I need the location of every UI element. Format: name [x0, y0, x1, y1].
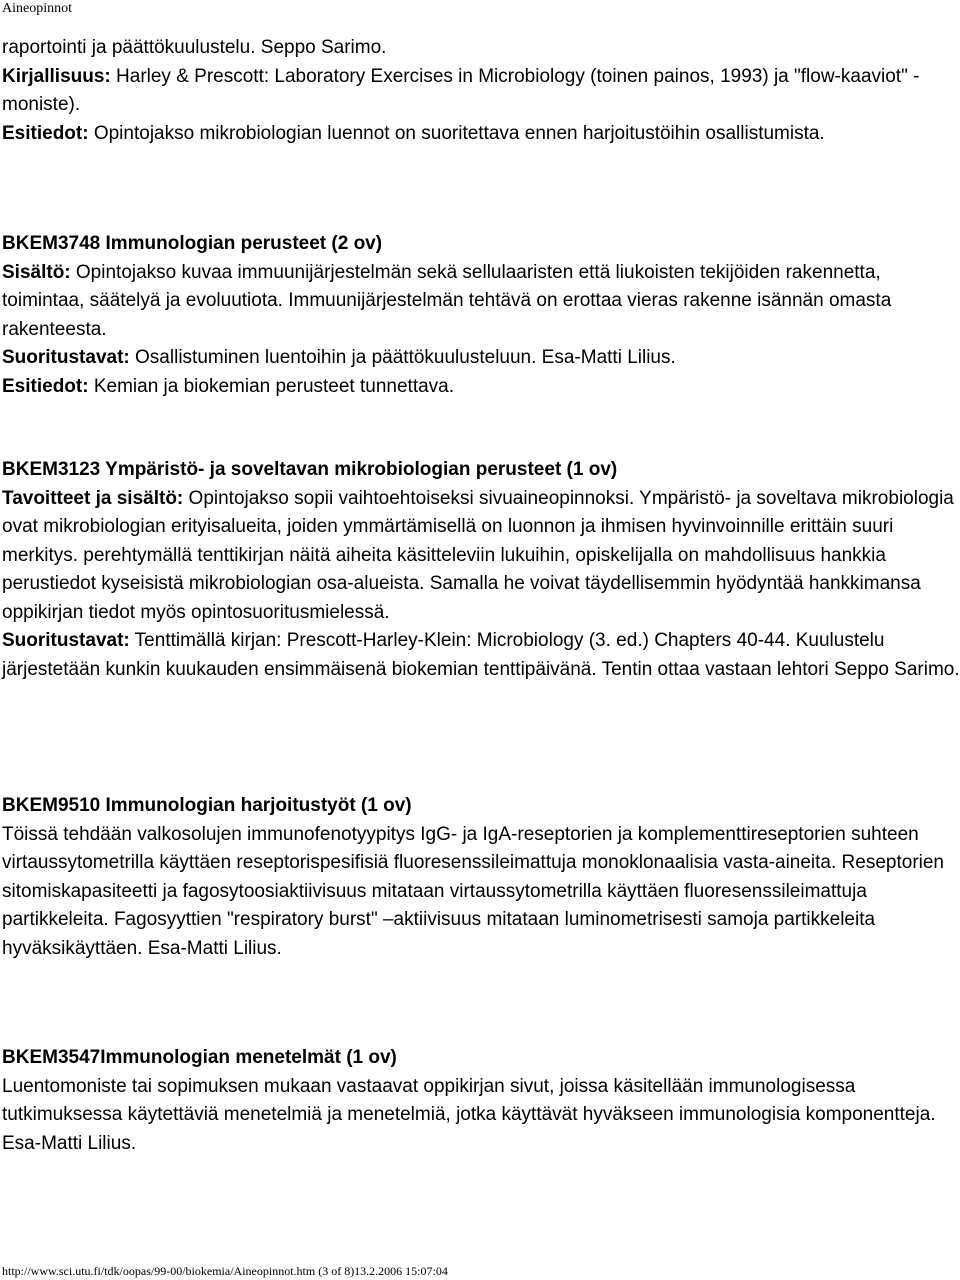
prerequisites-paragraph — [2, 120, 960, 149]
top-section — [2, 34, 960, 148]
prerequisites-text: Kemian ja biokemian perusteet tunnettava. — [88, 375, 455, 397]
course-title: BKEM9510 Immunologian harjoitustyöt (1 ov) — [2, 795, 412, 816]
course-description: Töissä tehdään valkosolujen immunofenotyypitys IgG- ja IgA-reseptorien ja komplementtireseptorien suhteen virtaussytometrilla käyttäen reseptorispesifisiä fluoresenssileimattuja monoklonaalisia vasta-aineita. Reseptorien sitomiskapasiteetti ja fagosytoosiaktiivisuus mitataan virtaussytometrilla käyttäen fluoresenssileimattuja partikkeleita. Fagosyyttien "respiratory burst" –aktiivisuus mitataan luminometrisesti samoja partikkeleita hyväksikäyttäen. Esa-Matti Lilius. — [2, 823, 945, 959]
prerequisites-label: Esitiedot: — [2, 375, 89, 397]
course-title: BKEM3123 Ympäristö- ja soveltavan mikrobiologian perusteet (1 ov) — [2, 459, 618, 480]
course-description: Luentomoniste tai sopimuksen mukaan vastaavat oppikirjan sivut, joissa käsitellään immunologisessa tutkimuksessa käytettäviä menetelmiä ja menetelmiä, jotka käyttävät hyväkseen immunologisia komponentteja. Esa-Matti Lilius. — [2, 1075, 936, 1154]
goals-text: Opintojakso sopii vaihtoehtoiseksi sivuaineopinnoksi. Ympäristö- ja soveltava mikrobiologia ovat mikrobiologian erityisalueita, joiden ymmärtämisellä on luonnon ja ihmisen hyvinvoinnille erittäin suuri merkitys. perehtymällä tenttikirjan näitä aiheita käsitteleviin lukuihin, opiskelijalla on mahdollisuus hankkia perustiedot kyseisistä mikrobiologian osa-alueista. Samalla he voivat täydellisemmin hyödyntää hankkimansa oppikirjan tiedot myös opintosuoritusmielessä. — [2, 487, 954, 623]
content-paragraph — [2, 259, 960, 345]
course-bkem3748 — [2, 230, 960, 401]
goals-label: Tavoitteet ja sisältö: — [2, 487, 184, 509]
completion-text: Osallistuminen luentoihin ja päättökuulusteluun. Esa-Matti Lilius. — [129, 347, 676, 368]
content-text: Opintojakso kuvaa immuunijärjestelmän sekä sellulaaristen että liukoisten tekijöiden rakennetta, toimintaa, säätelyä ja evoluutiota. Immuunijärjestelmän tehtävä on erottaa vieras rakenne isännän omasta rakenteesta. — [2, 261, 892, 340]
page-header: Aineopinnot — [2, 1, 72, 16]
prerequisites-paragraph — [2, 373, 960, 402]
course-bkem9510 — [2, 792, 960, 963]
top-line: raportointi ja päättökuulustelu. Seppo Sarimo. — [2, 37, 387, 58]
course-title: BKEM3748 Immunologian perusteet (2 ov) — [2, 233, 383, 254]
completion-text: Tenttimällä kirjan: Prescott-Harley-Klein: Microbiology (3. ed.) Chapters 40-44. Kuulustelu järjestetään kunkin kuukauden ensimmäisenä biokemian tenttipäivänä. Tentin ottaa vastaan lehtori Seppo Sarimo. — [2, 630, 960, 680]
completion-label: Suoritustavat: — [2, 347, 130, 368]
course-bkem3547 — [2, 1044, 960, 1158]
completion-paragraph — [2, 627, 960, 684]
literature-text: Harley & Prescott: Laboratory Exercises in Microbiology (toinen painos, 1993) ja "flow-kaaviot" - moniste). — [2, 65, 920, 115]
course-bkem3123 — [2, 456, 960, 684]
page-footer-url: http://www.sci.utu.fi/tdk/oopas/99-00/biokemia/Aineopinnot.htm (3 of 8)13.2.2006 15:07:04 — [2, 1264, 448, 1278]
literature-label: Kirjallisuus: — [2, 65, 111, 87]
goals-paragraph — [2, 485, 960, 628]
literature-paragraph — [2, 63, 960, 120]
completion-label: Suoritustavat: — [2, 630, 130, 651]
prerequisites-label: Esitiedot: — [2, 122, 89, 144]
content-label: Sisältö: — [2, 261, 71, 283]
prerequisites-text: Opintojakso mikrobiologian luennot on suoritettava ennen harjoitustöihin osallistumista. — [88, 122, 825, 144]
completion-paragraph — [2, 344, 960, 373]
course-title: BKEM3547Immunologian menetelmät (1 ov) — [2, 1047, 397, 1068]
